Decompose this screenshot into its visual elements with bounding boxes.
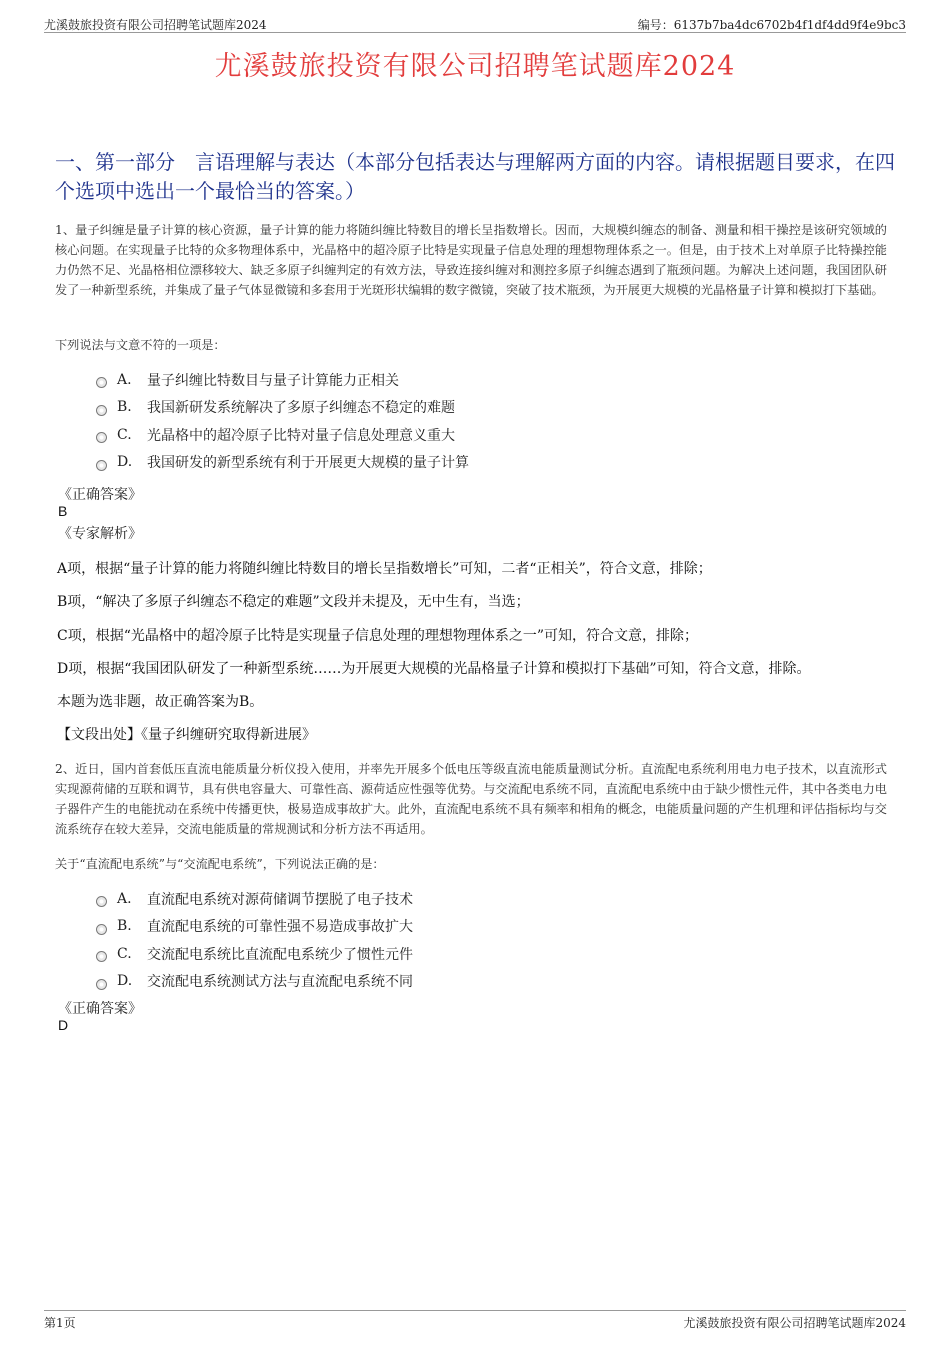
q1-analysis-c: C项，根据“光晶格中的超冷原子比特是实现量子信息处理的理想物理体系之一”可知，符合文意，排除； (57, 628, 699, 644)
q1-option-d[interactable]: D. 我国研发的新型系统有利于开展更大规模的量子计算 (96, 449, 469, 477)
radio-icon[interactable] (96, 896, 107, 907)
radio-icon[interactable] (96, 377, 107, 388)
q1-answer-label: 《正确答案》 (58, 487, 142, 503)
q2-option-b[interactable]: B. 直流配电系统的可靠性强不易造成事故扩大 (96, 913, 413, 941)
q2-option-c[interactable]: C. 交流配电系统比直流配电系统少了惯性元件 (96, 940, 413, 968)
q1-analysis-a: A项，根据“量子计算的能力将随纠缠比特数目的增长呈指数增长”可知，二者“正相关”，符合文意，排除； (57, 561, 712, 577)
q2-stem: 关于“直流配电系统”与“交流配电系统”，下列说法正确的是： (55, 857, 385, 871)
q1-passage: 1、量子纠缠是量子计算的核心资源，量子计算的能力将随纠缠比特数目的增长呈指数增长。因而，大规模纠缠态的制备、测量和相干操控是该研究领域的核心问题。在实现量子比特的众多物理体系中，光晶格中的超冷原子比特是实现量子信息处理的理想物理体系之一。但是，由于技术上对单原子比特操控能力仍然不足、光晶格相位漂移较大、缺乏多原子纠缠判定的有效方法，导致连接纠缠对和测控多原子纠缠态遇到了瓶颈问题。为解决上述问题，我国团队研发了一种新型系统，并集成了量子气体显微镜和多套用于光斑形状编辑的数字微镜，突破了技术瓶颈，为开展更大规模的光晶格量子计算和模拟打下基础。 (55, 223, 887, 297)
footer-doc-title: 尤溪鼓旅投资有限公司招聘笔试题库2024 (683, 1316, 906, 1330)
q1-options (96, 366, 469, 476)
q2-option-d[interactable]: D. 交流配电系统测试方法与直流配电系统不同 (96, 968, 413, 996)
footer-page-number: 第1页 (44, 1316, 76, 1330)
radio-icon[interactable] (96, 979, 107, 990)
section-heading: 一、第一部分 言语理解与表达（本部分包括表达与理解两方面的内容。请根据题目要求，在四个选项中选出一个最恰当的答案。） (55, 150, 895, 203)
q1-option-c[interactable]: C. 光晶格中的超冷原子比特对量子信息处理意义重大 (96, 421, 469, 449)
q1-analysis-label: 《专家解析》 (58, 526, 142, 542)
radio-icon[interactable] (96, 951, 107, 962)
q1-analysis-b: B项，“解决了多原子纠缠态不稳定的难题”文段并未提及，无中生有，当选； (57, 594, 530, 610)
q1-analysis-conclusion: 本题为选非题，故正确答案为B。 (57, 694, 264, 710)
page-footer (44, 1310, 906, 1329)
header-doc-title: 尤溪鼓旅投资有限公司招聘笔试题库2024 (44, 18, 267, 32)
q1-stem: 下列说法与文意不符的一项是： (55, 338, 226, 352)
q2-option-a[interactable]: A. 直流配电系统对源荷储调节摆脱了电子技术 (96, 885, 413, 913)
radio-icon[interactable] (96, 924, 107, 935)
q1-option-b[interactable]: B. 我国新研发系统解决了多原子纠缠态不稳定的难题 (96, 394, 469, 422)
radio-icon[interactable] (96, 460, 107, 471)
q2-passage: 2、近日，国内首套低压直流电能质量分析仪投入使用，并率先开展多个低电压等级直流电能质量测试分析。直流配电系统利用电力电子技术，以直流形式实现源荷储的互联和调节，具有供电容量大、可靠性高、源荷适应性强等优势。与交流配电系统不同，直流配电系统中由于缺少惯性元件，其中各类电力电子器件产生的电能扰动在系统中传播更快，极易造成事故扩大。此外，直流配电系统不具有频率和相角的概念，电能质量问题的产生机理和评估指标均与交流系统存在较大差异，交流电能质量的常规测试和分析方法不再适用。 (55, 762, 887, 836)
page-header (44, 14, 906, 33)
q2-answer: D (58, 1017, 69, 1033)
q1-analysis-d: D项，根据“我国团队研发了一种新型系统……为开展更大规模的光晶格量子计算和模拟打下基础”可知，符合文意，排除。 (57, 661, 811, 677)
q1-answer: B (58, 503, 68, 519)
header-doc-number: 编号：6137b7ba4dc6702b4f1df4dd9f4e9bc3 (637, 18, 906, 32)
radio-icon[interactable] (96, 405, 107, 416)
q2-answer-label: 《正确答案》 (58, 1001, 142, 1017)
page-title: 尤溪鼓旅投资有限公司招聘笔试题库2024 (214, 51, 736, 82)
q1-option-a[interactable]: A. 量子纠缠比特数目与量子计算能力正相关 (96, 366, 469, 394)
q1-source: 【文段出处】《量子纠缠研究取得新进展》 (57, 727, 316, 743)
q2-options (96, 885, 413, 995)
radio-icon[interactable] (96, 432, 107, 443)
